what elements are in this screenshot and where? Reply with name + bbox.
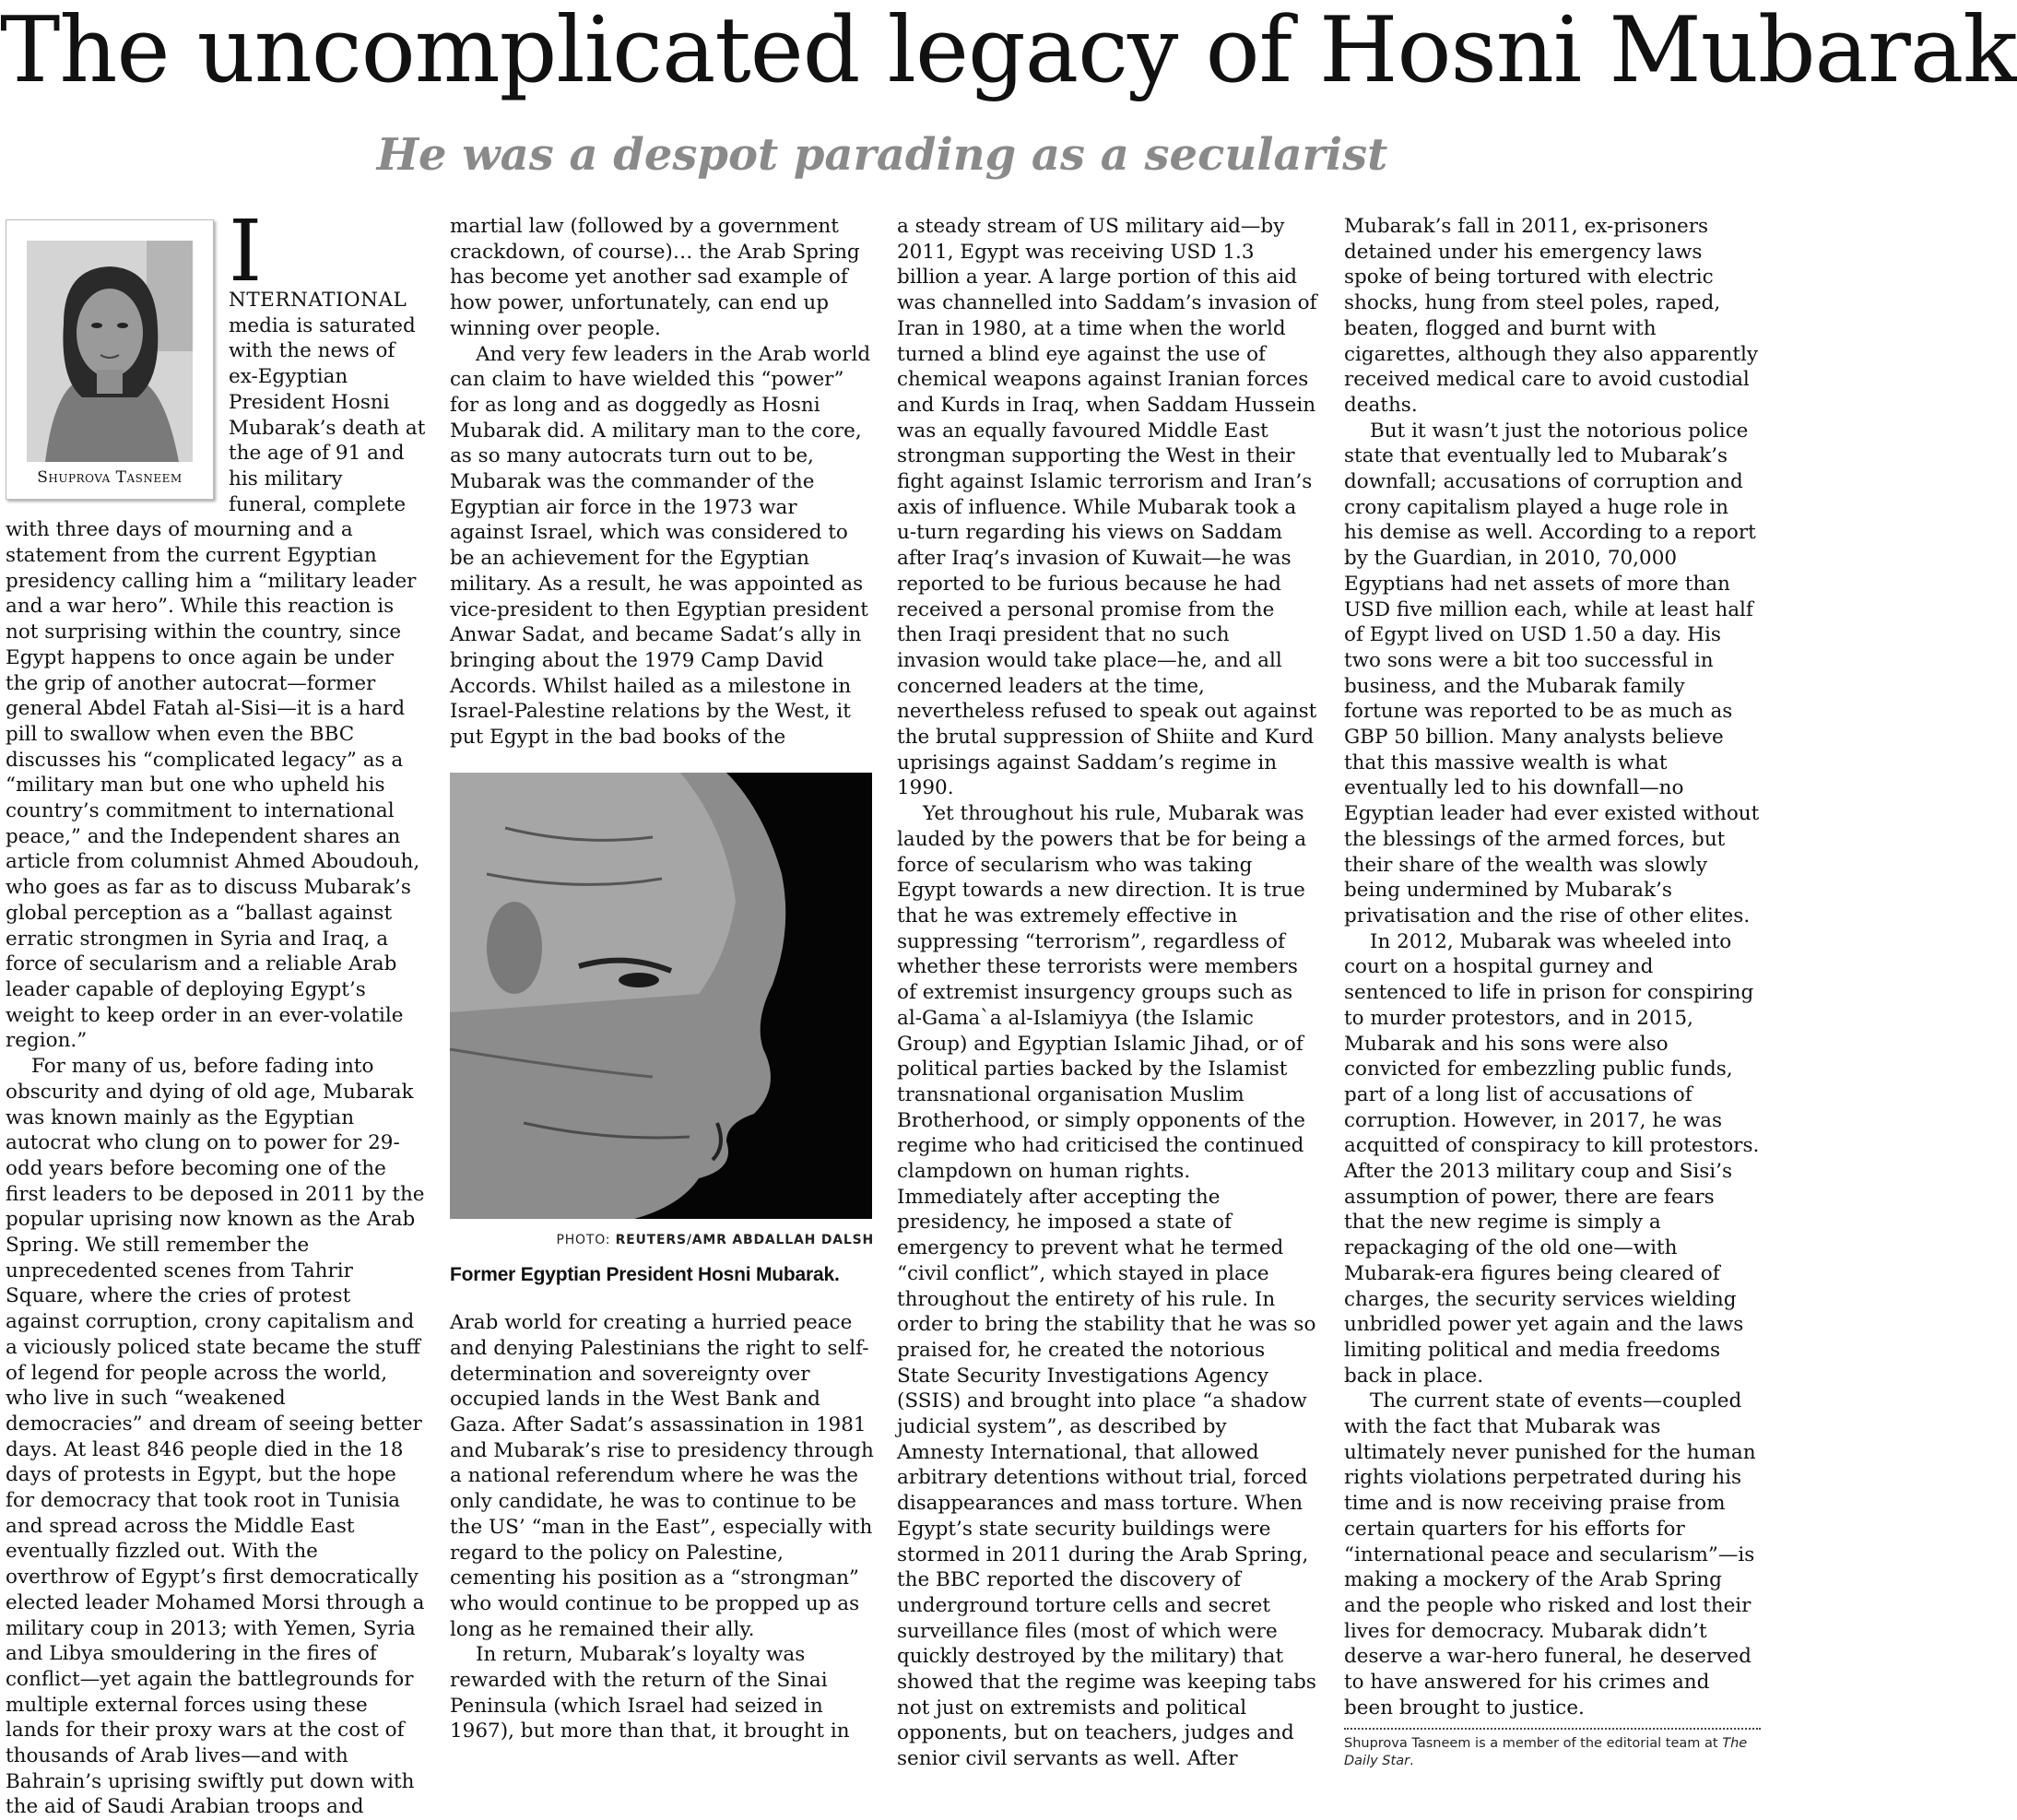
paragraph-3-continued: Arab world for creating a hurried peace and denying Palestinians the right to self-determination and sovereignty over occupied lands in the West Bank and Gaza. After Sadat’s assassination in 1981 and Mubarak’s rise to presidency through a national referendum where he was the only candidate, he was to continue to be the US’ “man in the East”, especially with regard to the policy on Palestine, cementing his position as a “strongman” who would continue to be propped up as long as he remained their ally.: [450, 1311, 874, 1641]
paragraph-7: In 2012, Mubarak was wheeled into court on a hospital gurney and sentenced to life in prison for conspiring to murder protestors, and in 2015, Mubarak and his sons were also convicted for embezzling public funds, part of a long list of accusations of corruption. However, in 2017, he was acquitted of conspiracy to kill protestors. After the 2013 military coup and Sisi’s assumption of power, there are fears that the new regime is simply a repackaging of the old one—with Mubarak-era figures being cleared of charges, the security services wielding unbridled power yet again and the laws limiting political and media freedoms back in place.: [1344, 929, 1760, 1388]
author-card: [6, 219, 214, 500]
paragraph-4-continued: a steady stream of US military aid—by 2011, Egypt was receiving USD 1.3 billion a year. A large portion of this aid was channelled into Saddam’s invasion of Iran in 1980, at a time when the world turned a blind eye against the use of chemical weapons against Iranian forces and Kurds in Iraq, when Saddam Hussein was an equally favoured Middle East strongman supporting the West in their fight against Islamic terrorism and Iran’s axis of influence. While Mubarak took a u-turn regarding his views on Saddam after Iraq’s invasion of Kuwait—he was reported to be furious because he had received a personal promise from the then Iraqi president that no such invasion would take place—he, and all concerned leaders at the time, nevertheless refused to speak out against the brutal suppression of Shiite and Kurd uprisings against Saddam’s regime in 1990.: [897, 215, 1317, 800]
photo-credit: [450, 1228, 874, 1254]
photo-block: [450, 773, 874, 1288]
lead-caps: NTERNATIONAL: [229, 289, 407, 312]
author-bio: [1344, 1735, 1761, 1770]
author-photo: [27, 241, 193, 462]
photo-credit-source: REUTERS/AMR ABDALLAH DALSH: [615, 1232, 874, 1247]
paragraph-8: The current state of events—coupled with the fact that Mubarak was ultimately never punished for the human rights violations perpetrated during his time and is now receiving praise from certain quarters for his efforts for “international peace and secularism”—is making a mockery of the Arab Spring and the people who risked and lost their lives for democracy. Mubarak didn’t deserve a war-hero funeral, he deserved to have answered for his crimes and been brought to justice.: [1344, 1389, 1756, 1720]
author-portrait-icon: [27, 241, 193, 462]
publication-name: The Daily Star: [1344, 1736, 1748, 1769]
drop-cap: I: [229, 202, 263, 301]
paragraph-3: And very few leaders in the Arab world can claim to have wielded this “power” for as long and as doggedly as Hosni Mubarak did. A military man to the core, as so many autocrats turn out to be, Mubarak was the commander of the Egyptian air force in the 1973 war against Israel, which was considered to be an achievement for the Egyptian military. As a result, he was appointed as vice-president to then Egyptian president Anwar Sadat, and became Sadat’s ally in bringing about the 1979 Camp David Accords. Whilst hailed as a milestone in Israel-Palestine relations by the West, it put Egypt in the bad books of the: [450, 342, 871, 750]
article-column-4: [1344, 214, 1761, 1769]
subheadline: He was a despot parading as a secularist: [376, 129, 1388, 181]
paragraph-5: Yet throughout his rule, Mubarak was lauded by the powers that be for being a force of secularism who was taking Egypt towards a new direction. It is true that he was extremely effective in suppressing “terrorism”, regardless of whether these terrorists were members of extremist insurgency groups such as al-Gama`a al-Islamiyya (the Islamic Group) and Egyptian Islamic Jihad, or of political parties backed by the Islamist transnational organisation Muslim Brotherhood, or simply opponents of the regime who had criticised the continued clampdown on human rights. Immediately after accepting the presidency, he imposed a state of emergency to prevent what he termed “civil conflict”, which stayed in place throughout the entirety of his rule. In order to bring the stability that he was so praised for, he created the notorious State Security Investigations Agency (SSIS) and brought into place “a shadow judicial system”, as described by Amnesty International, that allowed arbitrary detentions without trial, forced disappearances and mass torture. When Egypt’s state security buildings were stormed in 2011 during the Arab Spring, the BBC reported the discovery of underground torture cells and secret surveillance files (most of which were quickly destroyed by the military) that showed that the regime was keeping tabs not just on extremists and political opponents, but on teachers, judges and senior civil servants as well. After: [897, 802, 1316, 1771]
photo-caption: Former Egyptian President Hosni Mubarak.: [450, 1264, 840, 1286]
paragraph-2: For many of us, before fading into obscurity and dying of old age, Mubarak was known mainly as the Egyptian autocrat who clung on to power for 29-odd years before becoming one of the first leaders to be deposed in 2011 by the popular uprising now known as the Arab Spring. We still remember the unprecedented scenes from Tahrir Square, where the cries of protest against corruption, crony capitalism and a viciously policed state became the stuff of legend for people across the world, who live in such “weakened democracies” and dream of seeing better days. At least 846 people died in the 18 days of protests in Egypt, but the hope for democracy that took root in Tunisia and spread across the Middle East eventually fizzled out. With the overthrow of Egypt’s first democratically elected leader Mohamed Morsi through a military coup in 2013; with Yemen, Syria and Libya smouldering in the fires of conflict—yet again the battlegrounds for multiple external forces using these lands for their proxy wars at the cost of thousands of Arab lives—and with Bahrain’s uprising swiftly put down with the aid of Saudi Arabian troops and: [6, 1055, 425, 1819]
bio-divider: [1344, 1728, 1761, 1770]
paragraph-2-continued: martial law (followed by a government crackdown, of course)… the Arab Spring has become yet another sad example of how power, unfortunately, can end up winning over people.: [450, 215, 860, 340]
author-bio-text: Shuprova Tasneem is a member of the editorial team at: [1344, 1736, 1718, 1752]
article-column-3: [897, 214, 1317, 1771]
paragraph-1: media is saturated with the news of ex-Egyptian President Hosni Mubarak’s death at the age of 91 and his military funeral, complete with three days of mourning and a statement from the current Egyptian presidency calling him a “military leader and a war hero”. While this reaction is not surprising within the country, since Egypt happens to once again be under the grip of another autocrat—former general Abdel Fatah al-Sisi—it is a hard pill to swallow when even the BBC discusses his “complicated legacy” as a “military man but one who upheld his country’s commitment to international peace,” and the Independent shares an article from columnist Ahmed Aboudouh, who goes as far as to discuss Mubarak’s global perception as a “ballast against erratic strongmen in Syria and Iraq, a force of secularism and a reliable Arab leader capable of deploying Egypt’s weight to keep order in an ever-volatile region.”: [6, 313, 426, 1053]
paragraph-5-continued: Mubarak’s fall in 2011, ex-prisoners detained under his emergency laws spoke of being tortured with electric shocks, hung from steel poles, raped, beaten, flogged and burnt with cigarettes, although they also apparently received medical care to avoid custodial deaths.: [1344, 215, 1758, 417]
paragraph-6: But it wasn’t just the notorious police state that eventually led to Mubarak’s downfall; accusations of corruption and crony capitalism played a huge role in his demise as well. According to a report by the Guardian, in 2010, 70,000 Egyptians had net assets of more than USD five million each, while at least half of Egypt lived on USD 1.50 a day. His two sons were a bit too successful in business, and the Mubarak family fortune was reported to be as much as GBP 50 billion. Many analysts believe that this massive wealth is what eventually led to his downfall—no Egyptian leader had ever existed without the blessings of the armed forces, but their share of the wealth was slowly being undermined by Mubarak’s privatisation and the rise of other elites.: [1344, 419, 1760, 928]
author-name: Shuprova Tasneem: [37, 468, 183, 488]
mubarak-portrait-icon: [450, 773, 872, 1219]
author-bio-end: .: [1410, 1754, 1414, 1769]
paragraph-4: In return, Mubarak’s loyalty was rewarded with the return of the Sinai Peninsula (which Israel had seized in 1967), but more than that, it brought in: [450, 1643, 850, 1743]
headline: The uncomplicated legacy of Hosni Mubarak: [0, 0, 2017, 103]
article-column-2: [450, 214, 874, 1752]
article-column-1: [6, 202, 426, 1819]
photo-credit-prefix: PHOTO:: [556, 1232, 611, 1247]
